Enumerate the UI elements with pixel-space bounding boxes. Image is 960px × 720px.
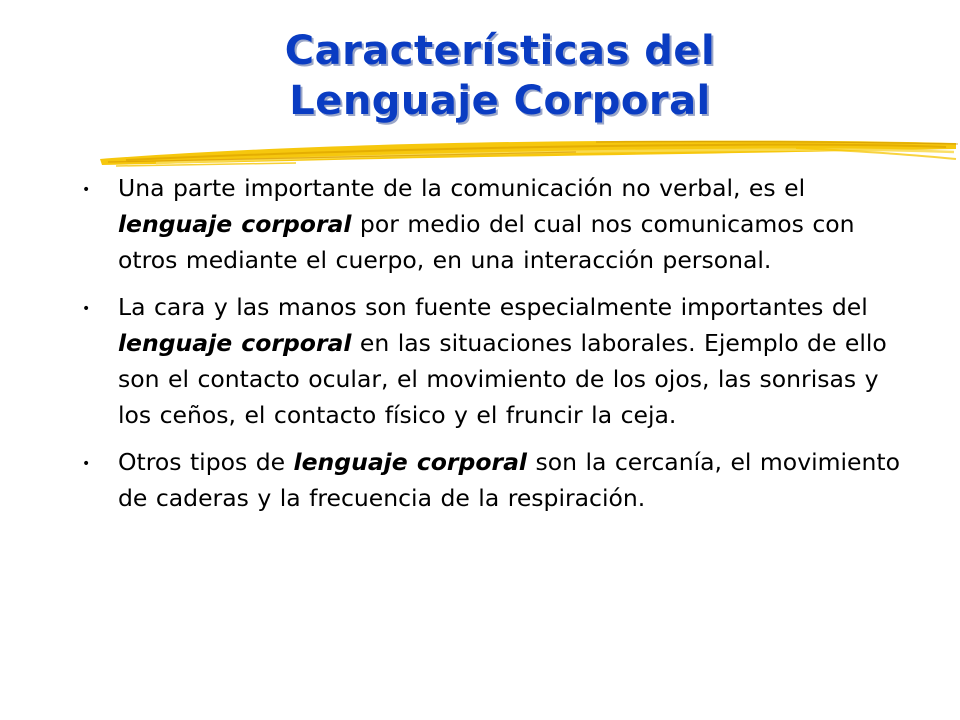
bullet-3-emphasis: lenguaje corporal [293,448,527,476]
bullet-item-2 [82,289,902,433]
slide-title [0,26,960,126]
bullet-2-text-rest: en las situaciones laborales. Ejemplo de ello son el contacto ocular, el movimiento de los ojos, las sonrisas y los ceños, el contacto físico y el fruncir la ceja. [118,329,887,429]
bullet-item-1 [82,170,902,278]
bullet-3-text-rest: son la cercanía, el movimiento de caderas y la frecuencia de la respiración. [118,448,900,512]
slide-title-line-2: Lenguaje Corporal [289,78,711,124]
bullet-1-emphasis: lenguaje corporal [118,210,352,238]
bullet-2-emphasis: lenguaje corporal [118,329,352,357]
bullet-1-text-rest: por medio del cual nos comunicamos con otros mediante el cuerpo, en una interacción personal. [118,210,855,274]
bullet-2-text: La cara y las manos son fuente especialmente importantes del [118,293,868,321]
bullet-dot: • [82,456,91,472]
bullet-dot: • [82,301,91,317]
slide-title-line-1: Características del [284,28,716,74]
bullet-list [82,170,902,527]
bullet-item-3 [82,444,902,516]
bullet-dot: • [82,182,91,198]
bullet-1-text: Una parte importante de la comunicación no verbal, es el [118,174,806,202]
bullet-3-text: Otros tipos de [118,448,294,476]
